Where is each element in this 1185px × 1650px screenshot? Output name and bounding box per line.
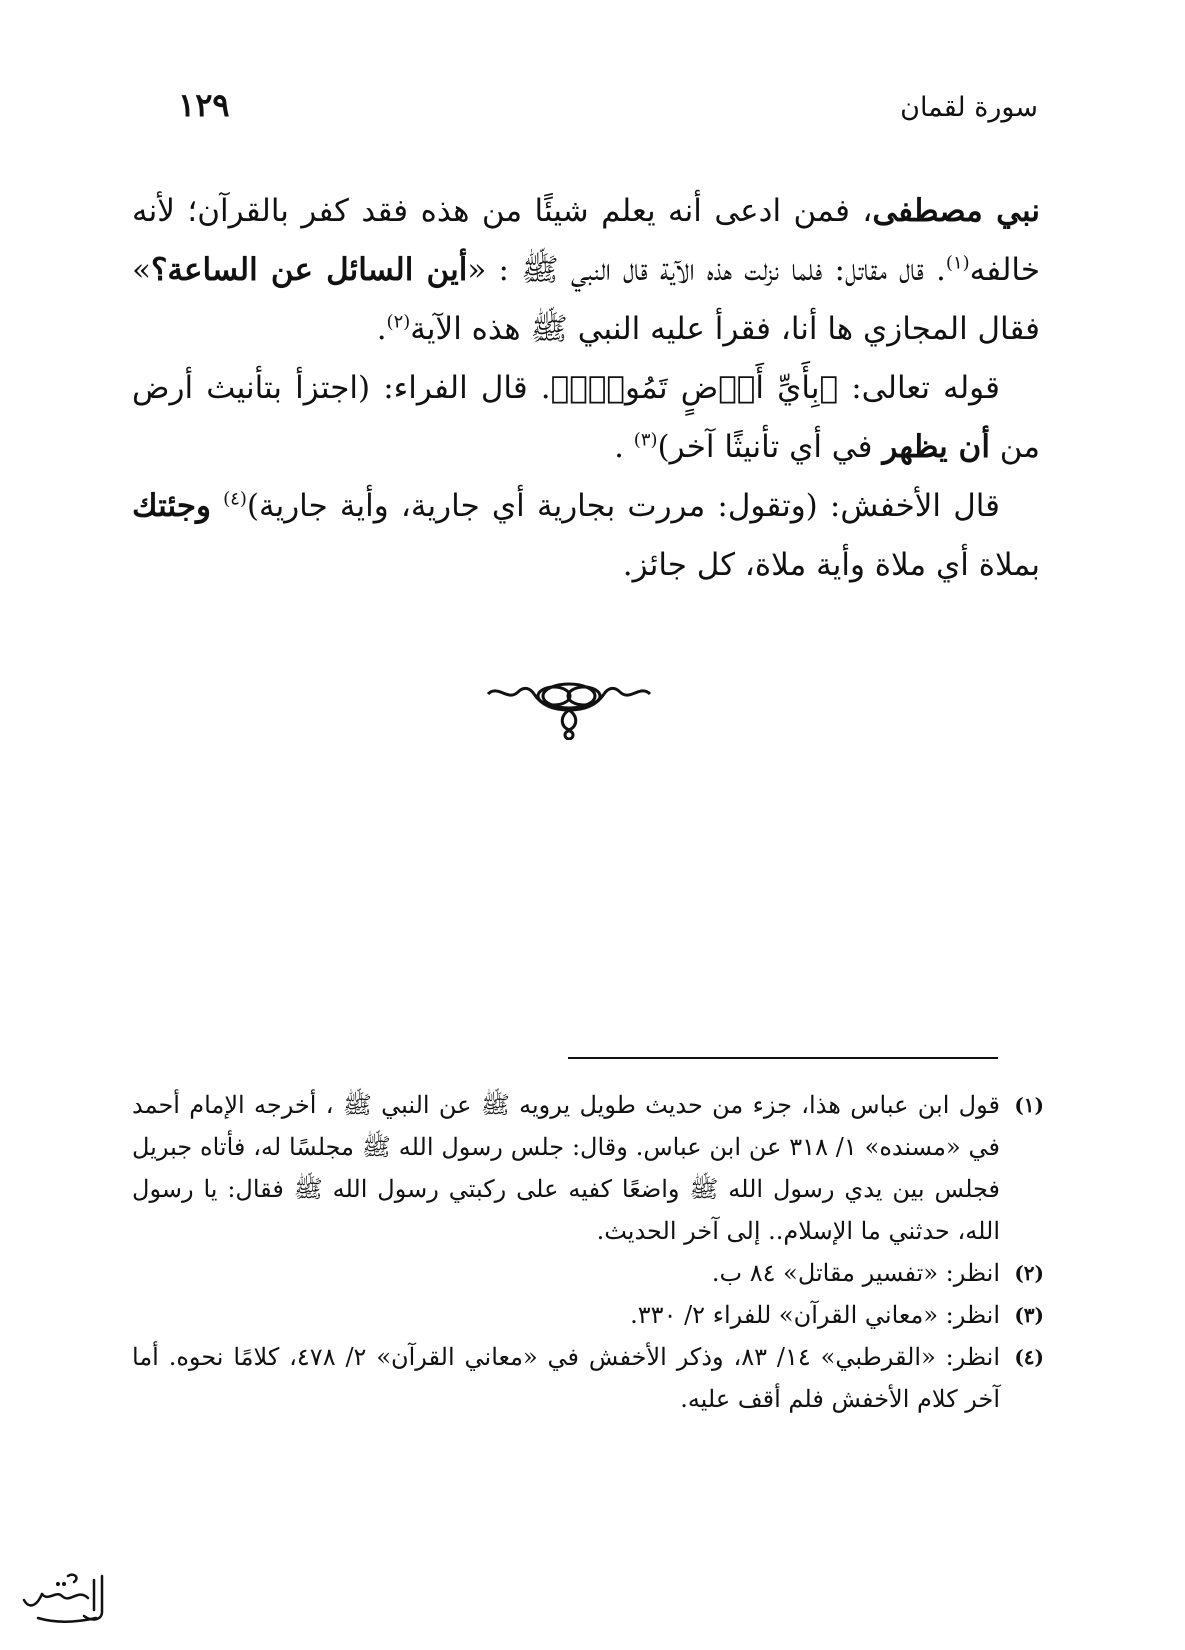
footnote-3 [132, 1294, 1044, 1336]
footnote-text: انظر: «القرطبي» ١٤/ ٨٣، وذكر الأخفش في «معاني القرآن» ٢/ ٤٧٨، كلامًا نحوه. أما آخر كلام الأخفش فلم أقف عليه. [132, 1343, 1000, 1413]
page-number: ١٢٩ [178, 86, 230, 124]
footnotes [132, 1084, 1044, 1420]
text-run: » فقال المجازي ها أنا، فقرأ عليه النبي ﷺ هذه الآية [132, 252, 1040, 347]
footnote-ref-1: (١) [945, 252, 970, 274]
text-bold: وجئتك [132, 488, 211, 524]
text-run: في أي تأنيثًا آخر) [657, 429, 883, 465]
text-run: ، فمن ادعى أنه يعلم شيئًا من هذه فقد كفر بالقرآن؛ لأنه خالفه [132, 193, 1040, 288]
footnote-mark: (٢) [1014, 1261, 1044, 1285]
running-title: سورة لقمان [900, 92, 1038, 123]
page-header [178, 86, 1038, 142]
footnote-text: انظر: «تفسير مقاتل» ٨٤ ب. [711, 1259, 1000, 1287]
footnote-text: انظر: «معاني القرآن» للفراء ٢/ ٣٣٠. [630, 1301, 1000, 1329]
text-bold: نبي مصطفى [872, 193, 1040, 229]
publisher-logo-icon [18, 1568, 108, 1628]
text-run: قوله تعالى: ﴿بِأَيِّ أَرۡضٍ تَمُوتُۚ﴾. قال الفراء: (اجتزأ بتأنيث أرض من [132, 370, 1040, 465]
paragraph-3 [132, 477, 1040, 595]
paragraph-1 [132, 182, 1040, 359]
footnote-ref-4: (٤) [223, 488, 247, 510]
footnote-separator [568, 1057, 998, 1059]
footnote-2 [132, 1252, 1044, 1294]
footnote-ref-2: (٢) [386, 311, 411, 333]
text-run: قال الأخفش: (وتقول: مررت بجارية أي جارية، وأية جارية) [246, 488, 1000, 524]
footnote-mark: (٣) [1014, 1303, 1044, 1327]
footnote-mark: (١) [1014, 1093, 1044, 1117]
footnote-1 [132, 1084, 1044, 1252]
footnote-ref-3: (٣) [633, 429, 658, 451]
text-run: . [376, 311, 387, 347]
footnote-mark: (٤) [1014, 1345, 1044, 1369]
ornament-divider-icon [484, 680, 654, 740]
main-text [132, 182, 1040, 595]
footnote-4 [132, 1336, 1044, 1420]
text-bold: أن يظهر [882, 429, 990, 465]
paragraph-2 [132, 359, 1040, 477]
text-run [211, 488, 223, 524]
text-bold-quote: أين السائل عن الساعة؟ [150, 252, 468, 288]
text-run: . قال مقاتل: فلما نزلت هذه الآية قال النبي ﷺ : « [467, 252, 946, 288]
footnote-text: قول ابن عباس هذا، جزء من حديث طويل يرويه ﷺ عن النبي ﷺ ، أخرجه الإمام أحمد في «مسنده» ١/ ٣١٨ عن ابن عباس. وقال: جلس رسول الله ﷺ مجلسًا له، فأتاه جبريل فجلس بين يدي رسول الله ﷺ واضعًا كفيه على ركبتي رسول الله ﷺ فقال: يا رسول الله، حدثني ما الإسلام.. إلى آخر الحديث. [132, 1091, 1001, 1245]
text-run: بملاة أي ملاة وأية ملاة، كل جائز. [622, 547, 1040, 583]
text-run: . [614, 429, 634, 465]
